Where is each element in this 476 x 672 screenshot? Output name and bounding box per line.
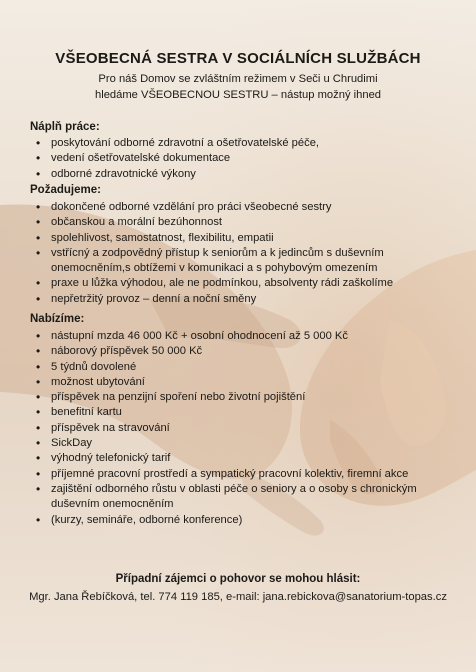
contact-heading: Případní zájemci o pohovor se mohou hlásit:	[115, 573, 361, 585]
list-item: • spolehlivost, samostatnost, flexibilitu, empatii	[30, 231, 450, 246]
list-item: • odborné zdravotnické výkony	[30, 167, 450, 182]
list-item: • nástupní mzda 46 000 Kč + osobní ohodnocení až 5 000 Kč	[30, 329, 450, 344]
section-heading-nabizime: Nabízíme:	[30, 313, 85, 325]
list-napln-prace	[30, 136, 450, 182]
list-item: • poskytování odborné zdravotní a ošetřovatelské péče,	[30, 136, 450, 151]
intro-line-2: hledáme VŠEOBECNOU SESTRU – nástup možný ihned	[94, 88, 382, 101]
list-item: • 5 týdnů dovolené	[30, 360, 450, 375]
list-item: • výhodný telefonický tarif	[30, 451, 450, 466]
list-item: • nepřetržitý provoz – denní a noční směny	[30, 292, 450, 307]
list-item: • vstřícný a zodpovědný přístup k seniorům a k jedincům s duševním onemocněním,s obtížemi v komunikaci a s pohybovým omezením	[30, 246, 450, 277]
list-item: • příspěvek na stravování	[30, 421, 450, 436]
intro	[0, 72, 476, 103]
list-nabizime	[30, 329, 450, 528]
contact-details: Mgr. Jana Řebíčková, tel. 774 119 185, e-mail: jana.rebickova@sanatorium-topas.cz	[29, 591, 447, 603]
page-title: VŠEOBECNÁ SESTRA V SOCIÁLNÍCH SLUŽBÁCH	[55, 50, 421, 67]
section-heading-pozadujeme: Požadujeme:	[30, 184, 101, 196]
list-item: • praxe u lůžka výhodou, ale ne podmínkou, absolventy rádi zaškolíme	[30, 276, 450, 291]
list-pozadujeme	[30, 200, 450, 307]
list-item: • SickDay	[30, 436, 450, 451]
list-item: • (kurzy, semináře, odborné konference)	[30, 513, 450, 528]
list-item: • vedení ošetřovatelské dokumentace	[30, 151, 450, 166]
intro-line-1: Pro náš Domov se zvláštním režimem v Seči u Chrudimi	[98, 73, 378, 85]
list-item: • možnost ubytování	[30, 375, 450, 390]
list-item: • občanskou a morální bezúhonnost	[30, 215, 450, 230]
list-item: • příspěvek na penzijní spoření nebo životní pojištění	[30, 390, 450, 405]
list-item: • zajištění odborného růstu v oblasti péče o seniory a o osoby s chronickým duševním onemocněním	[30, 482, 450, 513]
section-heading-napln-prace: Náplň práce:	[30, 121, 100, 133]
list-item: • dokončené odborné vzdělání pro práci všeobecné sestry	[30, 200, 450, 215]
list-item: • příjemné pracovní prostředí a sympatický pracovní kolektiv, firemní akce	[30, 467, 450, 482]
list-item: • benefitní kartu	[30, 405, 450, 420]
list-item: • náborový příspěvek 50 000 Kč	[30, 344, 450, 359]
